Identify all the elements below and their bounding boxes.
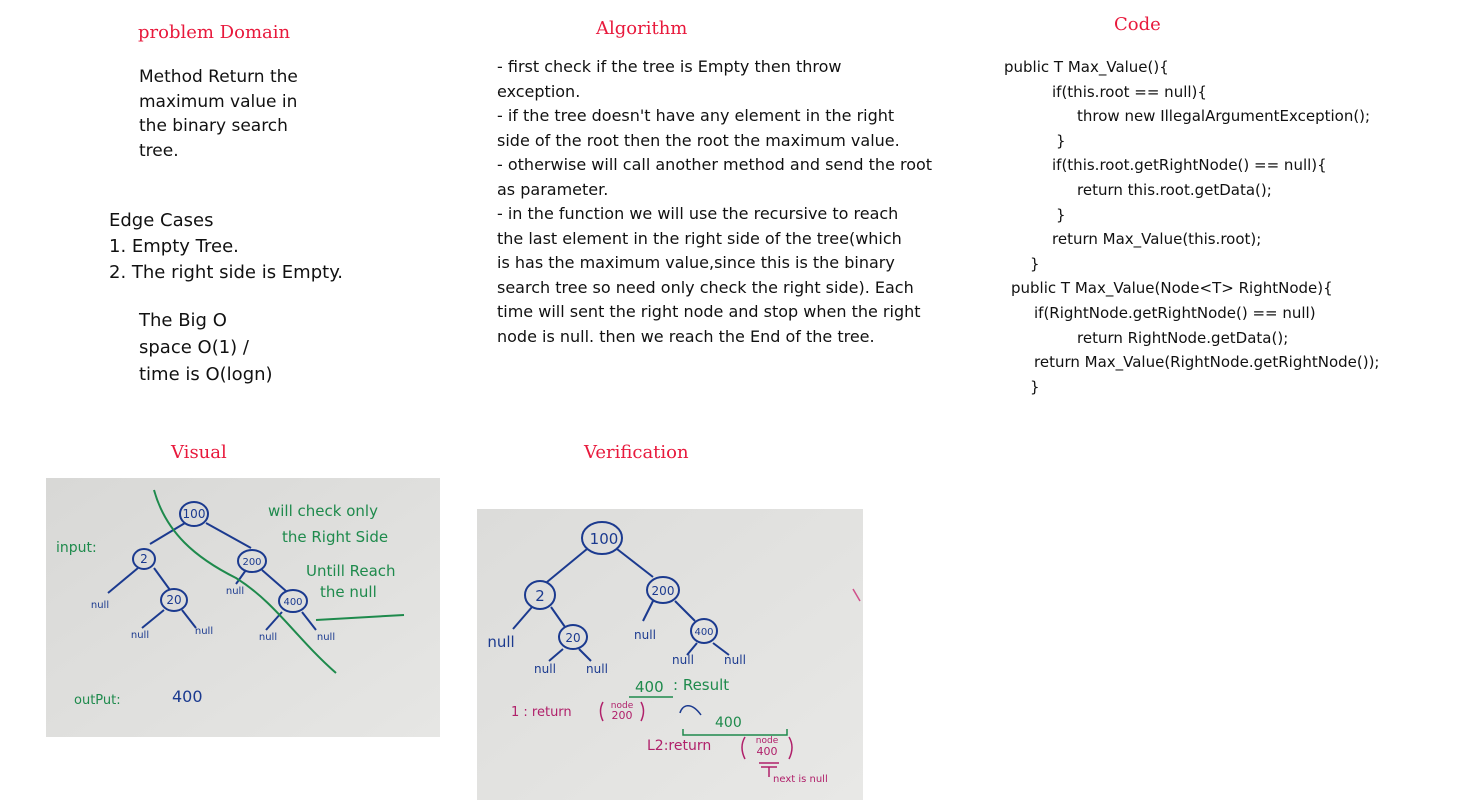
- problem-domain-heading: problem Domain: [138, 22, 291, 43]
- visual-node-label: 20: [166, 593, 182, 607]
- verification-null-label: null: [724, 653, 746, 667]
- visual-node-label: 100: [182, 507, 206, 521]
- verification-null-label: null: [634, 628, 656, 642]
- verification-heading: Verification: [584, 442, 689, 463]
- note-line: the null: [320, 583, 377, 601]
- algorithm-line: search tree so need only check the right side). Each: [497, 277, 914, 297]
- verification-node-label: 400: [694, 627, 714, 638]
- verification-node-label: 20: [565, 631, 581, 645]
- result-label: : Result: [673, 676, 730, 694]
- big-o-line: The Big O: [139, 310, 227, 331]
- edge-case-item: 1. Empty Tree.: [109, 236, 239, 257]
- algorithm-line: - if the tree doesn't have any element in the right: [497, 106, 895, 125]
- output-label: outPut:: [74, 693, 121, 708]
- code-line: return Max_Value(RightNode.getRightNode());: [1034, 353, 1380, 372]
- verification-node-label: 2: [535, 587, 545, 605]
- verification-tree-diagram: [477, 509, 863, 800]
- algorithm-line: is has the maximum value,since this is the binary: [497, 253, 895, 272]
- verification-null-label: null: [672, 653, 694, 667]
- visual-node-label: 400: [283, 597, 303, 608]
- code-line: public T Max_Value(Node<T> RightNode){: [1011, 279, 1333, 298]
- problem-line: tree.: [139, 140, 179, 161]
- code-heading: Code: [1114, 14, 1161, 35]
- code-line: if(RightNode.getRightNode() == null): [1034, 303, 1316, 322]
- visual-node-label: 2: [140, 552, 148, 566]
- algorithm-line: as parameter.: [497, 179, 609, 199]
- visual-null-label: null: [258, 632, 278, 643]
- code-line: }: [1056, 205, 1066, 224]
- verification-null-label: null: [534, 662, 556, 676]
- algorithm-line: - first check if the tree is Empty then throw: [497, 57, 842, 76]
- step1-label: 1 : return: [511, 705, 572, 720]
- big-o: [139, 307, 273, 388]
- verification-node-label: 100: [589, 530, 619, 548]
- visual-tree-diagram: [46, 478, 440, 737]
- note-line: Untill Reach: [306, 562, 396, 580]
- visual-null-label: null: [194, 626, 214, 637]
- verification-null-label: null: [586, 662, 608, 676]
- code-line: if(this.root.getRightNode() == null){: [1052, 156, 1327, 175]
- visual-null-label: null: [316, 632, 336, 643]
- code-line: public T Max_Value(){: [1004, 58, 1169, 76]
- verification-null-label: null: [487, 633, 515, 651]
- algorithm-text: [497, 55, 932, 349]
- algorithm-line: node is null. then we reach the End of the tree.: [497, 326, 875, 346]
- next-null-note: next is null: [773, 774, 828, 785]
- result-value: 400: [635, 678, 664, 696]
- algorithm-line: - in the function we will use the recursive to reach: [497, 204, 899, 223]
- algorithm-heading: Algorithm: [596, 18, 688, 39]
- verification-whiteboard-photo: [477, 509, 863, 800]
- note-line: the Right Side: [282, 528, 389, 546]
- code-line: return RightNode.getData();: [1077, 328, 1289, 347]
- big-o-line: space O(1) /: [139, 337, 249, 358]
- code-line: return this.root.getData();: [1077, 180, 1272, 199]
- board-background: [477, 509, 863, 800]
- problem-line: the binary search: [139, 116, 288, 137]
- code-line: }: [1056, 131, 1066, 150]
- algorithm-line: side of the root then the root the maximum value.: [497, 130, 900, 150]
- algorithm-line: the last element in the right side of the tree(which: [497, 228, 902, 248]
- algorithm-line: exception.: [497, 81, 581, 101]
- visual-heading: Visual: [171, 442, 227, 463]
- note-line: will check only: [268, 502, 378, 520]
- visual-null-label: null: [225, 586, 245, 597]
- visual-node-label: 200: [242, 557, 262, 568]
- step1-node-top: node: [610, 701, 634, 711]
- code-line: }: [1030, 254, 1040, 273]
- edge-cases: [109, 208, 343, 286]
- edge-case-item: 2. The right side is Empty.: [109, 262, 344, 283]
- visual-null-label: null: [90, 600, 110, 611]
- algorithm-line: - otherwise will call another method and send the root: [497, 155, 933, 174]
- visual-whiteboard-photo: [46, 478, 440, 737]
- code-line: }: [1030, 377, 1040, 396]
- problem-line: maximum value in: [139, 91, 298, 112]
- edge-cases-title: Edge Cases: [109, 210, 214, 231]
- code-line: throw new IllegalArgumentException();: [1077, 107, 1371, 126]
- step2-node-top: node: [755, 736, 779, 746]
- input-label: input:: [56, 540, 97, 556]
- output-value: 400: [172, 687, 203, 706]
- algorithm-line: time will sent the right node and stop when the right: [497, 302, 921, 321]
- step2-value: 400: [715, 715, 742, 731]
- problem-domain-text: [139, 65, 298, 163]
- code-block: [1004, 55, 1380, 399]
- verification-node-label: 200: [651, 584, 675, 598]
- step1-node-bottom: 200: [611, 709, 633, 722]
- big-o-line: time is O(logn): [139, 364, 273, 385]
- step2-label: L2:return: [647, 738, 712, 754]
- problem-line: Method Return the: [139, 67, 298, 87]
- visual-null-label: null: [130, 630, 150, 641]
- step2-node-bottom: 400: [756, 745, 778, 758]
- code-line: return Max_Value(this.root);: [1052, 230, 1262, 249]
- code-line: if(this.root == null){: [1052, 82, 1207, 101]
